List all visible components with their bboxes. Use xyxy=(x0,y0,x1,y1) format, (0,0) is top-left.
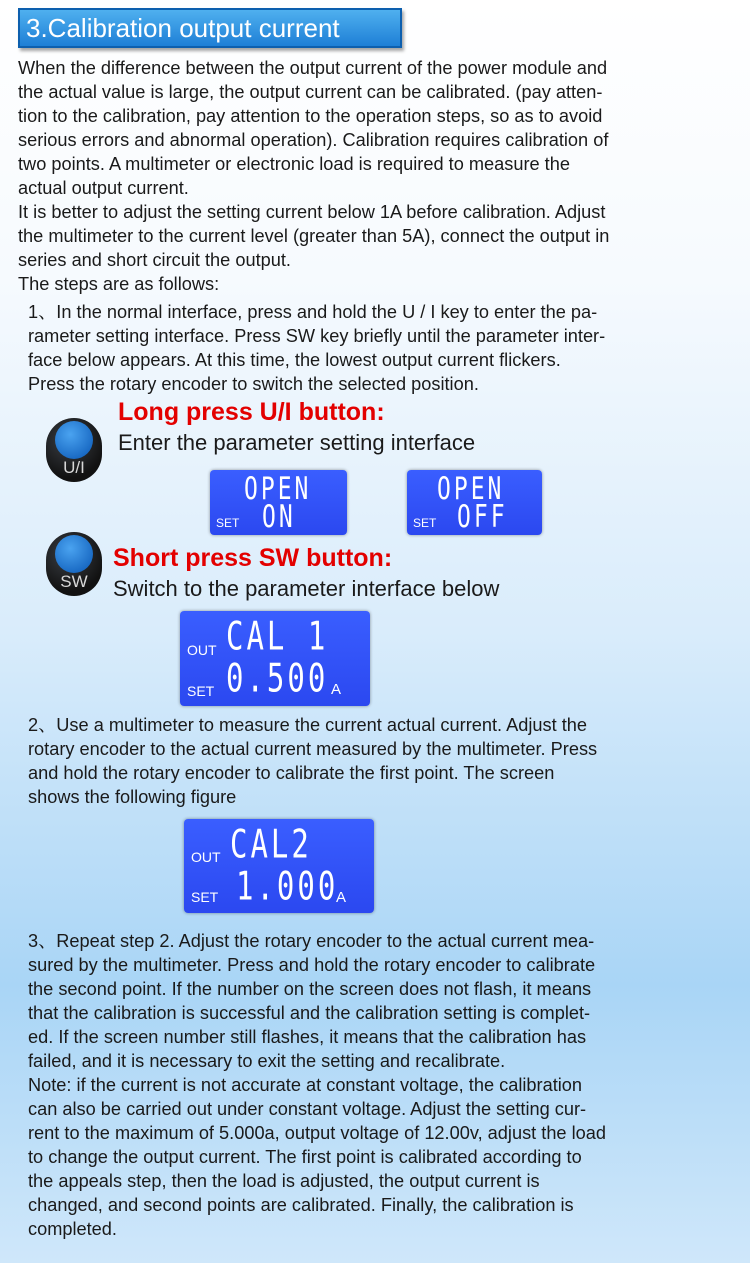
short-press-headline: Short press SW button: xyxy=(113,544,393,572)
short-press-description: Switch to the parameter interface below xyxy=(113,576,500,601)
lcd-cal-2 xyxy=(184,819,374,913)
section-title: 3.Calibration output current xyxy=(18,8,402,48)
lcd-open-off xyxy=(407,470,542,535)
lcd-line-1: CAL2 xyxy=(230,821,312,867)
lcd-cal-1 xyxy=(180,611,370,706)
ui-button-icon xyxy=(46,418,102,482)
lcd-open-on xyxy=(210,470,347,535)
lcd-out-tag: OUT xyxy=(187,642,217,658)
lcd-set-tag: SET xyxy=(216,516,240,530)
lcd-set-tag: SET xyxy=(413,516,437,530)
lcd-line-2: ON xyxy=(262,500,296,536)
lcd-unit: A xyxy=(331,681,342,698)
lcd-line-1: CAL 1 xyxy=(226,613,329,659)
lcd-out-tag: OUT xyxy=(191,849,221,865)
lcd-set-tag: SET xyxy=(187,683,215,699)
sw-button-icon xyxy=(46,532,102,596)
lcd-unit: A xyxy=(336,889,347,906)
lcd-line-2: 0.500 xyxy=(226,655,329,701)
step-3-text: 3、Repeat step 2. Adjust the rotary encoder to the actual current mea- sured by the multimeter. Press and hold the rotary encoder to calibrate the second point. If the number on the screen does not flash, it means that the calibration is successful and the calibration setting is complet- ed. If the screen number still flashes, it means that the calibration has failed, and it is necessary to exit the setting and recalibrate. Note: if the current is not accurate at constant voltage, the calibration can also be carried out under constant voltage. Adjust the setting cur- rent to the maximum of 5.000a, output voltage of 12.00v, adjust the load to change the output current. The first point is calibrated according to the appeals step, then the load is adjusted, the output current is changed, and second points are calibrated. Finally, the calibration is completed. xyxy=(28,931,606,1239)
button-cap-icon xyxy=(55,421,93,459)
lcd-set-tag: SET xyxy=(191,889,219,905)
intro-paragraph: When the difference between the output current of the power module and the actual value is large, the output current can be calibrated. (pay atten- tion to the calibration, pay attention to the operation steps, so as to avoid serious errors and abnormal operation). Calibration requires calibration of two points. A multimeter or electronic load is required to measure the actual output current. It is better to adjust the setting current below 1A before calibration. Adjust the multimeter to the current level (greater than 5A), connect the output in series and short circuit the output. The steps are as follows: xyxy=(18,58,610,294)
button-cap-icon xyxy=(55,535,93,573)
lcd-line-1: OPEN xyxy=(244,472,312,508)
ui-button-label: U/I xyxy=(63,458,85,477)
long-press-description: Enter the parameter setting interface xyxy=(118,430,476,455)
step-1-text: 1、In the normal interface, press and hold the U / I key to enter the pa- rameter setting interface. Press SW key briefly until the parameter inter- face below appears. At this time, the lowest output current flickers. Press the rotary encoder to switch the selected position. xyxy=(28,302,606,394)
long-press-headline: Long press U/I button: xyxy=(118,398,385,426)
lcd-line-1: OPEN xyxy=(437,472,505,508)
lcd-line-2: OFF xyxy=(457,500,508,536)
step-2-text: 2、Use a multimeter to measure the current actual current. Adjust the rotary encoder to the actual current measured by the multimeter. Press and hold the rotary encoder to calibrate the first point. The screen shows the following figure xyxy=(28,715,598,807)
lcd-line-2: 1.000 xyxy=(236,863,339,909)
sw-button-label: SW xyxy=(60,572,88,591)
